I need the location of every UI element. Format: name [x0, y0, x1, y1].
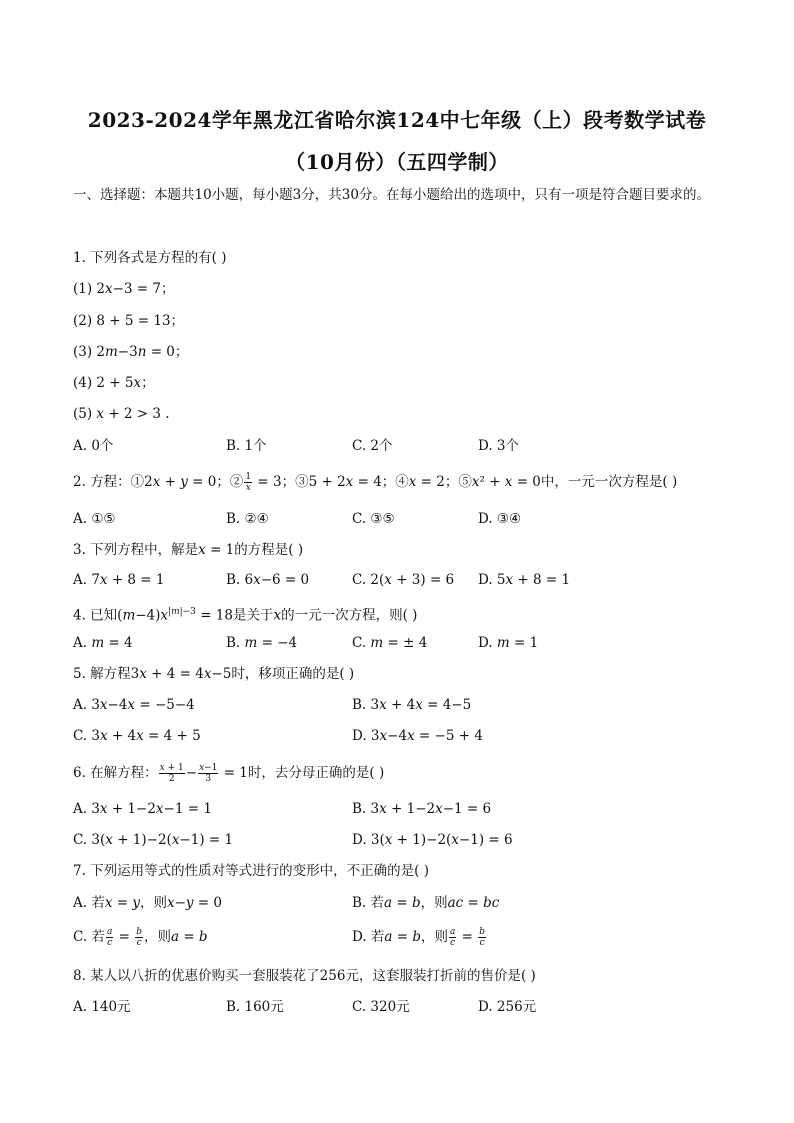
q1-option-a: A. 0个	[73, 438, 114, 454]
q6-frac1-den: 2	[168, 774, 175, 784]
q2-option-a: A. ①⑤	[73, 511, 116, 527]
q5-option-b: B. 3𝑥 + 4𝑥 = 4−5	[352, 697, 472, 713]
frac-num: 𝑏	[136, 927, 142, 937]
q2-stem-prefix: 2. 方程：①2𝑥 + 𝑦 = 0；②	[73, 474, 244, 490]
frac-den: 𝑐	[107, 938, 113, 948]
q8-option-d: D. 256元	[478, 999, 537, 1015]
q6-frac2-den: 3	[205, 774, 212, 784]
q1-item: (5) 𝑥 + 2 > 3 .	[73, 406, 170, 422]
q1-stem: 1. 下列各式是方程的有( )	[73, 250, 227, 266]
q4-stem	[73, 603, 417, 625]
q4-stem-suffix: = 18是关于𝑥的一元一次方程，则( )	[195, 607, 418, 624]
frac-den: 𝑐	[450, 938, 456, 948]
q4-option-c: C. 𝑚 = ± 4	[352, 635, 428, 651]
q6-minus: −	[185, 765, 198, 781]
q5-option-d: D. 3𝑥−4𝑥 = −5 + 4	[352, 728, 483, 744]
q4-option-b: B. 𝑚 = −4	[226, 635, 298, 651]
q2-frac-den: 𝑥	[245, 483, 251, 493]
frac-num: 𝑎	[106, 927, 113, 937]
q2-frac-num: 1	[245, 472, 252, 482]
q3-option-d: D. 5𝑥 + 8 = 1	[478, 572, 571, 588]
frac-den: 𝑐	[479, 938, 485, 948]
frac-den: 𝑐	[136, 938, 142, 948]
q8-stem: 8. 某人以八折的优惠价购买一套服装花了256元，这套服装打折前的售价是( )	[73, 968, 536, 984]
equals-sign: =	[114, 929, 135, 945]
q2-option-d: D. ③④	[478, 511, 522, 527]
q1-item: (4) 2 + 5𝑥；	[73, 375, 155, 391]
q6-option-b: B. 3𝑥 + 1−2𝑥−1 = 6	[352, 801, 492, 817]
q6-fraction-1	[159, 763, 185, 784]
q7-option-d	[352, 927, 487, 948]
q6-frac1-num: 𝑥 + 1	[159, 763, 184, 773]
q3-option-a: A. 7𝑥 + 8 = 1	[73, 572, 165, 588]
exam-title: 2023-2024学年黑龙江省哈尔滨124中七年级（上）段考数学试卷	[87, 108, 707, 132]
q8-option-b: B. 160元	[226, 999, 284, 1015]
q7-c-frac-1	[106, 927, 113, 948]
q7-stem: 7. 下列运用等式的性质对等式进行的变形中，不正确的是( )	[73, 863, 429, 879]
q1-option-b: B. 1个	[226, 438, 267, 454]
exam-subtitle: （10月份）（五四学制）	[285, 150, 509, 174]
q6-fraction-2	[198, 763, 218, 784]
q2-stem-suffix: = 3；③5 + 2𝑥 = 4；④𝑥 = 2；⑤𝑥² + 𝑥 = 0中，一元一次方程是( )	[253, 474, 678, 490]
q5-option-c: C. 3𝑥 + 4𝑥 = 4 + 5	[73, 728, 201, 744]
q4-exponent: |𝑚|−3	[168, 607, 196, 617]
q6-stem-prefix: 6. 在解方程：	[73, 765, 158, 781]
q6-option-d: D. 3(𝑥 + 1)−2(𝑥−1) = 6	[352, 832, 513, 848]
q3-option-c: C. 2(𝑥 + 3) = 6	[352, 572, 455, 588]
q1-option-c: C. 2个	[352, 438, 393, 454]
q7-c-suffix: ，则𝑎 = 𝑏	[143, 929, 208, 945]
q6-stem-suffix: = 1时，去分母正确的是( )	[219, 765, 385, 781]
q6-stem	[73, 763, 384, 784]
q6-frac2-num: 𝑥−1	[199, 763, 218, 773]
q7-option-c	[73, 927, 208, 948]
q5-stem: 5. 解方程3𝑥 + 4 = 4𝑥−5时，移项正确的是( )	[73, 666, 355, 682]
q2-stem	[73, 472, 677, 493]
q7-option-b: B. 若𝑎 = 𝑏，则𝑎𝑐 = 𝑏𝑐	[352, 895, 500, 911]
q1-item: (1) 2𝑥−3 = 7；	[73, 281, 175, 297]
q6-option-a: A. 3𝑥 + 1−2𝑥−1 = 1	[73, 801, 212, 817]
q8-option-a: A. 140元	[73, 999, 131, 1015]
q1-option-d: D. 3个	[478, 438, 520, 454]
frac-num: 𝑎	[450, 927, 456, 937]
q1-item: (3) 2𝑚−3𝑛 = 0；	[73, 344, 189, 360]
q7-d-frac-1	[449, 927, 456, 948]
q7-c-frac-2	[135, 927, 143, 948]
q7-c-prefix: C. 若	[73, 929, 105, 945]
q2-fraction	[244, 472, 252, 493]
q2-option-b: B. ②④	[226, 511, 269, 527]
section-header: 一、选择题：本题共10小题，每小题3分，共30分。在每小题给出的选项中，只有一项是符合题目要求的。	[73, 187, 710, 203]
frac-num: 𝑏	[479, 927, 486, 937]
q3-option-b: B. 6𝑥−6 = 0	[226, 572, 310, 588]
q4-stem-prefix: 4. 已知(𝑚−4)𝑥	[73, 607, 169, 624]
q7-d-frac-2	[478, 927, 486, 948]
q6-option-c: C. 3(𝑥 + 1)−2(𝑥−1) = 1	[73, 832, 234, 848]
q4-option-a: A. 𝑚 = 4	[73, 635, 133, 651]
q3-stem: 3. 下列方程中，解是𝑥 = 1的方程是( )	[73, 542, 304, 558]
q7-d-prefix: D. 若𝑎 = 𝑏，则	[352, 929, 449, 945]
q2-option-c: C. ③⑤	[352, 511, 395, 527]
q1-item: (2) 8 + 5 = 13；	[73, 313, 185, 329]
q7-option-a: A. 若𝑥 = 𝑦，则𝑥−𝑦 = 0	[73, 895, 223, 911]
q8-option-c: C. 320元	[352, 999, 410, 1015]
q5-option-a: A. 3𝑥−4𝑥 = −5−4	[73, 697, 195, 713]
q4-option-d: D. 𝑚 = 1	[478, 635, 539, 651]
equals-sign: =	[457, 929, 478, 945]
